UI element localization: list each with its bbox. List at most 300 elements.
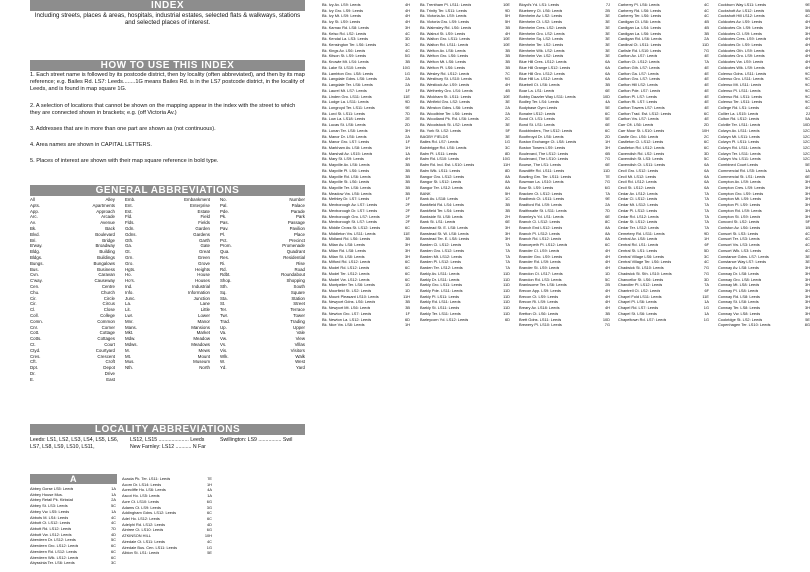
- index-entry-name: Bk. Welton Pl. LS6: Leeds: [420, 64, 466, 70]
- index-entry-ref: 4H: [505, 30, 510, 36]
- abbreviation-short: Est.: [125, 208, 133, 214]
- index-entry-ref: 3H: [805, 299, 810, 305]
- how-title-bar: HOW TO USE THIS INDEX: [30, 60, 305, 71]
- index-entry-name: Bond Ct. LS1: Leeds: [519, 116, 555, 122]
- index-entry-ref: 7A: [704, 207, 709, 213]
- index-entry-ref: 4C: [805, 13, 810, 19]
- index-entry-name: Abbey Retail Pk. Kirkstall: [30, 497, 74, 503]
- index-entry-name: Bk. Trinity Ter. LS11: Leeds: [420, 7, 467, 13]
- index-entry-name: Colenso Pl. LS11: Leeds: [718, 87, 761, 93]
- index-entry-name: Carlton Ct. LS12: Leeds: [618, 59, 660, 65]
- index-entry-ref: 6C: [111, 554, 116, 560]
- index-entry-ref: 4E: [704, 93, 709, 99]
- index-entry-name: Colwyn Ter. LS11: Leeds: [718, 150, 761, 156]
- index-entry-name: Branksome Ter. LS6: Leeds: [519, 282, 567, 288]
- index-entry-ref: 4C: [805, 242, 810, 248]
- index-entry-ref: 8D: [505, 150, 510, 156]
- index-entry-ref: 6C: [405, 225, 410, 231]
- index-entry-ref: 7C: [505, 70, 510, 76]
- locality-new-farnley: New Farnley: LS12 ........... N Far: [130, 444, 206, 450]
- index-entry-ref: 4C: [805, 230, 810, 236]
- index-entry-name: Bk. Model Rd. LS12: Leeds: [322, 265, 370, 271]
- index-entry-ref: 11E: [403, 93, 410, 99]
- index-entry-name: Albion St. LS1: Leeds: [122, 550, 160, 556]
- abbreviation-full: House: [197, 272, 210, 278]
- index-entry-ref: 3C: [111, 560, 116, 566]
- abbreviation-full: Visitors: [290, 347, 305, 353]
- index-entry-name: Barkly Pl. LS11: Leeds: [420, 293, 460, 299]
- abbreviation-full: Roundabout: [281, 272, 305, 278]
- index-entry-ref: 4H: [605, 305, 610, 311]
- index-entry-ref: 5E: [207, 550, 212, 556]
- index-entry-ref: 3H: [505, 236, 510, 242]
- index-entry-name: Brancepeth Pl. LS12: Leeds: [519, 242, 568, 248]
- abbreviation-short: Cotts.: [30, 336, 42, 342]
- index-entry-ref: 3H: [805, 305, 810, 311]
- how-item: 2. A selection of locations that cannot be shown on the mapping appear in the index with the street to which they are connected shown in brackets; e.g. (off Victoria Av.): [30, 102, 296, 116]
- index-entry-name: Colwyn Mt. LS11: Leeds: [718, 133, 760, 139]
- index-entry-name: Carlton Av. LS7: Leeds: [618, 53, 658, 59]
- abbreviation-short: No.: [220, 197, 227, 202]
- index-entry-ref: 1F: [405, 139, 410, 145]
- index-entry-name: Blenheim Wlk. LS2: Leeds: [519, 47, 565, 53]
- index-entry-ref: 4H: [805, 59, 810, 65]
- index-entry-ref: 3H: [805, 282, 810, 288]
- index-entry-ref: 3C: [405, 42, 410, 48]
- index-entry-ref: 6E: [605, 87, 610, 93]
- index-entry-ref: 6C: [405, 265, 410, 271]
- index-entry-name: Colton Rd. LS12: Leeds: [718, 116, 760, 122]
- index-entry-ref: 3H: [405, 24, 410, 30]
- index-entry-ref: 1F: [405, 310, 410, 316]
- index-entry: [519, 322, 610, 328]
- index-entry-ref: 6A: [605, 76, 610, 82]
- index-entry-name: Colenso Gdns. LS11: Leeds: [718, 70, 767, 76]
- abbreviation-short: Cnr.: [30, 324, 39, 330]
- index-entry-ref: 3D: [704, 150, 709, 156]
- abbreviation-full: Arcade: [101, 214, 115, 220]
- index-entry-ref: 3G: [206, 504, 212, 510]
- index-entry-ref: 1G: [703, 316, 709, 322]
- abbreviation-short: Cen.: [30, 283, 40, 289]
- index-entry-ref: 3E: [605, 13, 610, 19]
- index-entry-ref: 7A: [605, 190, 610, 196]
- index-entry-ref: 10G: [402, 64, 410, 70]
- index-entry-name: Carberry Ter. LS6: Leeds: [618, 13, 662, 19]
- index-entry-ref: 6C: [405, 259, 410, 265]
- index-entry-ref: 4A: [207, 487, 212, 493]
- how-to-use-list: [30, 72, 305, 175]
- how-item: 1. Each street name is followed by its postcode district, then by locality (often abbreviated), and then by its map reference; e.g. Bailes Rd. LS7: Leeds........1G means Bailes Rd. is in the LS7 postcode district, in the locality of Leeds, and is found in map square 1G.: [30, 72, 305, 93]
- index-entry-name: Bk. Model Vw. LS12: Leeds: [322, 276, 370, 282]
- index-entry-name: Bk. Midland Rd. LS6: Leeds: [322, 236, 371, 242]
- index-entry-ref: 7A: [505, 247, 510, 253]
- index-entry-name: Abbey St. LS3: Leeds: [30, 503, 68, 509]
- index-entry-ref: 4H: [405, 2, 410, 7]
- index-entry-name: Barkly Ter. LS11: Leeds: [420, 310, 461, 316]
- index-entry-ref: 8A: [605, 225, 610, 231]
- abbreviation-short: All: [30, 197, 35, 202]
- index-entry-ref: 6G: [206, 527, 212, 533]
- index-entry-name: Coldcotes Wlk. LS9: Leeds: [718, 64, 765, 70]
- index-entry-name: Barden Ter. LS12: Leeds: [420, 265, 463, 271]
- index-entry-ref: 4C: [405, 30, 410, 36]
- index-entry-name: Bloyd's Yd. LS1: Leeds: [519, 2, 560, 7]
- index-entry-name: Bk. Lord St. LS11: Leeds: [322, 110, 365, 116]
- index-entry-ref: 3H: [805, 310, 810, 316]
- index-entry-ref: 3H: [805, 196, 810, 202]
- abbreviation-full: Place: [294, 231, 305, 237]
- index-entry-name: Bk. York St. LS2: Leeds: [420, 127, 461, 133]
- abbreviation-full: Street: [293, 301, 305, 307]
- abbreviation-full: Garth: [199, 237, 210, 243]
- index-entry-name: Bk. Trentham Pl. LS11: Leeds: [420, 2, 472, 7]
- abbreviation-full: Field: [200, 214, 210, 220]
- index-entry-ref: 4B: [704, 24, 709, 30]
- index-entry-name: Brandon Rd. LS3: Leeds: [519, 276, 562, 282]
- index-entry-name: Bankfield Ter. LS4: Leeds: [420, 207, 465, 213]
- abbreviation-full: Garden: [195, 225, 210, 231]
- index-entry-ref: 10D: [802, 122, 810, 128]
- index-entry-name: Chandler Pl. LS12: Leeds: [618, 282, 663, 288]
- index-entry-ref: 3H: [805, 265, 810, 271]
- index-entry-ref: 7A: [704, 196, 709, 202]
- index-entry-name: Brander Cl. LS9: Leeds: [519, 247, 560, 253]
- index-entry: [122, 550, 212, 556]
- index-entry-ref: 4H: [805, 64, 810, 70]
- index-entry-name: Blenheim Vw. LS2: Leeds: [519, 53, 564, 59]
- index-entry-ref: 4E: [704, 70, 709, 76]
- abbreviation-full: Depot: [103, 365, 115, 371]
- index-entry-ref: 3H: [805, 30, 810, 36]
- index-entry-name: Carlton Ga. LS7: Leeds: [618, 70, 659, 76]
- index-entry-name: Balm Wlk. LS11: Leeds: [420, 167, 461, 173]
- index-entry-name: Bk. Wickham St. LS11: Leeds: [420, 93, 472, 99]
- index-entry-name: Central Village LS6: Leeds: [618, 253, 664, 259]
- index-entry-name: Brander St. LS9: Leeds: [519, 265, 560, 271]
- index-entry-name: Compton St. LS9: Leeds: [718, 213, 761, 219]
- abbreviation-short: Trad.: [220, 318, 231, 324]
- index-entry-name: Brecon App. LS9: Leeds: [519, 287, 561, 293]
- index-entry-name: Branch End LS12: Leeds: [519, 225, 563, 231]
- index-entry-name: Balm Rd. Ind. Est. LS10: Leeds: [420, 162, 475, 168]
- abbreviation-short: Ter.: [220, 307, 228, 313]
- abbreviation-short: M.: [125, 347, 130, 353]
- index-entry-ref: 6C: [605, 242, 610, 248]
- abbreviation-full: Centre: [101, 283, 115, 289]
- index-entry-name: Boulevard, The LS10: Leeds: [519, 156, 569, 162]
- index-entry-ref: 2A: [605, 202, 610, 208]
- index-entry-ref: 2F: [405, 207, 410, 213]
- abbreviation-short: E.: [30, 376, 35, 382]
- index-entry-ref: 2B: [605, 282, 610, 288]
- index-entry-ref: 10E: [503, 42, 510, 48]
- abbreviation-short: Cres.: [30, 353, 41, 359]
- index-entry-ref: 11E: [702, 293, 709, 299]
- index-entry-name: Cedar Ter. LS12: Leeds: [618, 225, 659, 231]
- index-entry-name: Coniston Av. LS6: Leeds: [718, 225, 761, 231]
- index-entry-name: Barden Cl. LS12: Leeds: [420, 242, 462, 248]
- index-entry-name: Bowcliffe Rd. LS11: Leeds: [519, 167, 565, 173]
- abbreviation-full: Walk: [295, 353, 305, 359]
- index-entry-name: Chantrell Ct. LS2: Leeds: [618, 287, 661, 293]
- index-entry-name: Castleton Cl. LS12: Leeds: [618, 139, 664, 145]
- index-entry-ref: 4E: [704, 116, 709, 122]
- index-entry-name: Carlton Trad. Est. LS12: Leeds: [618, 110, 672, 116]
- index-entry-ref: 3B: [405, 59, 410, 65]
- index-entry-ref: 1C: [505, 196, 510, 202]
- abbreviation-full: Industrial: [192, 283, 210, 289]
- abbreviation-short: Bldgs.: [30, 254, 43, 260]
- abbreviation-short: Pav.: [220, 225, 229, 231]
- abbreviation-short: Yd.: [220, 365, 227, 371]
- index-entry-name: Bk. Walton Gro. LS11: Leeds: [420, 36, 470, 42]
- index-entry-name: Compton Gro. LS9: Leeds: [718, 190, 764, 196]
- abbreviation-full: Park: [295, 214, 305, 220]
- index-entry-name: Blue Hill Gro. LS12: Leeds: [519, 70, 565, 76]
- abbreviation-short: Twr.: [220, 312, 229, 318]
- abbreviation-short: Bk.: [30, 225, 37, 231]
- index-entry-ref: 2A: [704, 36, 709, 42]
- abbreviation-short: Pct.: [220, 237, 228, 243]
- index-entry-ref: 12C: [802, 144, 810, 150]
- abbreviation-short: Comn.: [30, 318, 43, 324]
- index-entry-ref: 6C: [207, 510, 212, 516]
- index-entry-ref: 6B: [605, 150, 610, 156]
- index-entry-name: Acrecliffe Ho. LS6: Leeds: [122, 487, 166, 493]
- index-entry-ref: 4B: [704, 19, 709, 25]
- index-entry-ref: 3H: [805, 287, 810, 293]
- index-entry-name: Bk. Moorfield St. LS2: Leeds: [322, 287, 372, 293]
- index-entry-name: Breary Av. LS18: Leeds: [519, 305, 560, 311]
- abbreviation-full: Pavilion: [289, 225, 305, 231]
- index-entry-ref: 3H: [505, 225, 510, 231]
- how-item: 5. Places of interest are shown with their map square reference in bold type.: [30, 158, 219, 165]
- index-entry-name: Bk. Nice Vw. LS8: Leeds: [322, 322, 365, 328]
- index-entry-ref: 5H: [505, 190, 510, 196]
- index-entry-ref: 1A: [111, 486, 116, 491]
- index-entry-name: Bodley Ter. LS4: Leeds: [519, 99, 559, 105]
- index-entry-ref: 2C: [704, 133, 709, 139]
- index-entry-ref: 11D: [503, 305, 510, 311]
- index-entry-name: Bradford Rd. LS9: Leeds: [519, 202, 562, 208]
- index-entry-name: Bangor St. LS12: Leeds: [420, 179, 462, 185]
- abbreviation-short: Mkt.: [125, 330, 134, 336]
- index-entry-ref: 3B: [505, 59, 510, 65]
- index-entry-ref: 6A: [704, 162, 709, 168]
- abbreviation-short: St.: [220, 301, 226, 307]
- index-entry-ref: 1F: [405, 196, 410, 202]
- abbreviation-row: [125, 365, 210, 371]
- index-entry-name: Carlton Gro. LS7: Leeds: [618, 76, 660, 82]
- index-entry-name: Coldcotes Gro. LS9: Leeds: [718, 53, 765, 59]
- index-entry-name: Cockshott Hill LS12: Leeds: [718, 13, 765, 19]
- index-entry-ref: 3B: [505, 64, 510, 70]
- abbreviation-full: Vale: [296, 330, 305, 336]
- index-entry-ref: 6C: [405, 270, 410, 276]
- abbreviation-short: Cir.: [30, 301, 37, 307]
- index-entry-name: Bk. Kelso Rd. LS2: Leeds: [322, 30, 367, 36]
- index-entry-ref: 3B: [405, 236, 410, 242]
- abbreviation-short: Emb.: [125, 197, 136, 202]
- how-item: 4. Area names are shown in CAPITAL LETTERS.: [30, 142, 152, 149]
- index-entry-name: Bk. Kensington Ter. LS6: Leeds: [322, 42, 377, 48]
- abbreviation-full: Embankment: [184, 197, 210, 202]
- index-entry-name: Cecil Rd. LS12: Leeds: [618, 179, 657, 185]
- index-entry-name: Barleycorn Yd. LS12: Leeds: [420, 316, 469, 322]
- index-entry-name: Cavendish Rd. LS2: Leeds: [618, 150, 665, 156]
- index-entry-name: Conway Av. LS8: Leeds: [718, 265, 759, 271]
- index-entry-name: Bk. Welton Gro. LS6: Leeds: [420, 53, 469, 59]
- index-entry-name: Compton Cres. LS9: Leeds: [718, 185, 765, 190]
- abbreviation-short: Bldg.: [30, 249, 41, 255]
- index-entry-name: Coldcotes Dr. LS9: Leeds: [718, 42, 763, 48]
- abbreviation-short: Va.: [220, 330, 227, 336]
- index-entry-name: Brecon Ri. LS9: Leeds: [519, 299, 558, 305]
- index-entry-ref: 1A: [111, 491, 116, 497]
- abbreviation-short: Ind.: [125, 283, 133, 289]
- index-entry-ref: 3H: [805, 202, 810, 208]
- index-entry-name: Bk. Ivy St. LS9: Leeds: [322, 19, 361, 25]
- index-entry-ref: 3H: [505, 230, 510, 236]
- abbreviation-short: Lwr.: [125, 312, 134, 318]
- abbreviation-short: Cl.: [30, 307, 36, 313]
- index-entry-name: Cavendish Ct. LS11: Leeds: [618, 162, 666, 168]
- abbreviation-full: Lower: [198, 312, 210, 318]
- index-entry-ref: 4C: [111, 514, 116, 520]
- index-entry-ref: 6A: [704, 179, 709, 185]
- index-entry-name: Cockshott Av. LS12: Leeds: [718, 7, 765, 13]
- index-entry-name: Bk. Mayville St. LS6: Leeds: [322, 179, 370, 185]
- abbreviation-full: Terrace: [290, 307, 305, 313]
- index-entry-name: Boulevard, The LS12: Leeds: [519, 150, 569, 156]
- index-entry-ref: 6G: [604, 185, 610, 190]
- abbreviation-full: Residential: [283, 254, 305, 260]
- abbreviation-full: Square: [290, 289, 305, 295]
- index-entry-name: Chapel Fold LS11: Leeds: [618, 293, 662, 299]
- index-entry-name: Barkly Dr. LS11: Leeds: [420, 276, 460, 282]
- index-entry-ref: 7G: [703, 265, 709, 271]
- index-entry-ref: 4H: [605, 259, 610, 265]
- index-entry-ref: 2C: [505, 116, 510, 122]
- abbreviation-short: Av.: [30, 220, 36, 226]
- abbreviation-short: Mdws.: [125, 341, 138, 347]
- index-entry-name: Blenheim Ct. LS2: Leeds: [519, 19, 563, 25]
- abbreviation-full: Gate: [200, 243, 210, 249]
- index-entry-name: Bourse, The LS1: Leeds: [519, 162, 561, 168]
- index-entry-name: Colenso Rd. LS11: Leeds: [718, 93, 763, 99]
- index-entry-name: Bk. Ivy Av. LS9: Leeds: [322, 2, 361, 7]
- index-column-a1: [30, 486, 116, 572]
- index-entry-ref: 3E: [605, 42, 610, 48]
- index-entry-name: Barden Mt. LS12: Leeds: [420, 253, 462, 259]
- abbreviation-short: Gth.: [125, 237, 134, 243]
- index-entry-ref: 11E: [403, 230, 410, 236]
- index-entry-name: Aberdeen Dr. LS12: Leeds: [30, 537, 76, 543]
- index-entry-ref: 6A: [605, 70, 610, 76]
- index-entry-name: Collier La. LS15: Leeds: [718, 110, 759, 116]
- abbreviation-full: Boulevard: [95, 231, 115, 237]
- index-entry-name: Bankfield Rd. LS4: Leeds: [420, 202, 464, 208]
- abbreviation-short: App.: [30, 208, 40, 214]
- index-entry-name: Coldcotes Cir. LS9: Leeds: [718, 24, 763, 30]
- index-entry-ref: 7A: [704, 282, 709, 288]
- abbreviation-short: Up.: [220, 324, 227, 330]
- index-entry-name: Banstead St. E. LS8: Leeds: [420, 225, 468, 231]
- index-entry-name: Blueberry Ct. LS6: Leeds: [519, 7, 563, 13]
- index-entry-ref: 3E: [505, 133, 510, 139]
- index-entry-ref: 11D: [503, 310, 510, 316]
- index-entry-name: Brewery Pl. LS10: Leeds: [519, 322, 562, 328]
- abbreviation-full: Apartments: [92, 202, 115, 208]
- index-entry-ref: 4C: [405, 47, 410, 53]
- index-entry-name: Chapel Rd. LS7: Leeds: [618, 305, 659, 311]
- index-entry-ref: 1D: [405, 282, 410, 288]
- index-entry-ref: 1A: [704, 299, 709, 305]
- index-entry-name: Bk. Milan St. LS8: Leeds: [322, 253, 365, 259]
- abbreviation-full: Mansions: [191, 324, 210, 330]
- index-entry-name: Castle Gro. LS6: Leeds: [618, 133, 659, 139]
- abbreviation-full: Croft: [105, 359, 115, 365]
- index-entry-ref: 8G: [804, 322, 810, 328]
- abbreviation-short: Mdw.: [125, 336, 136, 342]
- abbreviation-full: Mount: [197, 353, 210, 359]
- index-entry-ref: 7A: [505, 259, 510, 265]
- abbreviation-short: Bus.: [30, 266, 39, 272]
- index-entry-name: Colville Ter. LS11: Leeds: [718, 122, 761, 128]
- index-entry-ref: 5C: [111, 537, 116, 543]
- abbreviation-short: Hgts.: [125, 266, 136, 272]
- index-entry-name: Consort Ter. LS3: Leeds: [718, 236, 760, 242]
- abbreviation-row: [30, 377, 115, 383]
- index-entry-ref: 1F: [405, 87, 410, 93]
- abbreviation-full: Circle: [103, 295, 115, 301]
- abbreviation-short: Vs.: [220, 341, 227, 347]
- index-entry-ref: 3E: [505, 99, 510, 105]
- index-entry-name: Compton Av. LS9: Leeds: [718, 179, 761, 185]
- index-entry: [618, 317, 709, 323]
- index-intro: Including streets, places & areas, hospitals, industrial estates, selected flats & walkways, stations and selected places of interest.: [34, 12, 301, 27]
- index-entry-ref: 4D: [111, 531, 116, 537]
- index-entry-name: Bk. Middleton Vw. LS11: Leeds: [322, 230, 376, 236]
- index-entry-name: Bk. Laurel Mt. LS7: Leeds: [322, 87, 367, 93]
- index-entry-name: Bracken Ct. LS12: Leeds: [519, 190, 563, 196]
- index-entry-ref: 9E: [605, 196, 610, 202]
- abbreviation-row: [220, 365, 305, 371]
- abbreviation-full: Meadow: [193, 336, 210, 342]
- abbreviation-full: Buildings: [97, 254, 115, 260]
- index-entry-name: Carlton Vw. LS7: Leeds: [618, 116, 659, 122]
- abbreviation-full: Tower: [293, 312, 305, 318]
- index-entry-name: Blenheim Cres. LS2: Leeds: [519, 24, 567, 30]
- index-entry-name: Bk. Victoria Gro. LS9: Leeds: [420, 19, 470, 25]
- index-entry-name: Acre Ct. LS10: Leeds: [122, 498, 159, 504]
- index-entry-name: Cecil Gro. LS12: Leeds: [618, 167, 659, 173]
- index-entry-ref: 3E: [605, 47, 610, 53]
- locality-col-2: [130, 437, 215, 451]
- index-column-c1: [618, 2, 709, 572]
- index-entry-name: Consort Wlk. LS3: Leeds: [718, 247, 762, 253]
- index-entry-ref: 9E: [405, 104, 410, 110]
- index-entry-ref: 6F: [704, 287, 709, 293]
- index-entry-ref: 3H: [405, 242, 410, 248]
- abbreviation-full: Cottage: [99, 330, 115, 336]
- index-entry: [718, 322, 810, 328]
- index-entry-ref: 8A: [505, 185, 510, 190]
- index-entry-name: Bk. Montpelier Ter. LS6: Leeds: [322, 282, 375, 288]
- index-entry-name: Bk. Newport Gdns. LS6: Leeds: [322, 299, 376, 305]
- index-entry-name: Cardinal Ct. LS11: Leeds: [618, 42, 662, 48]
